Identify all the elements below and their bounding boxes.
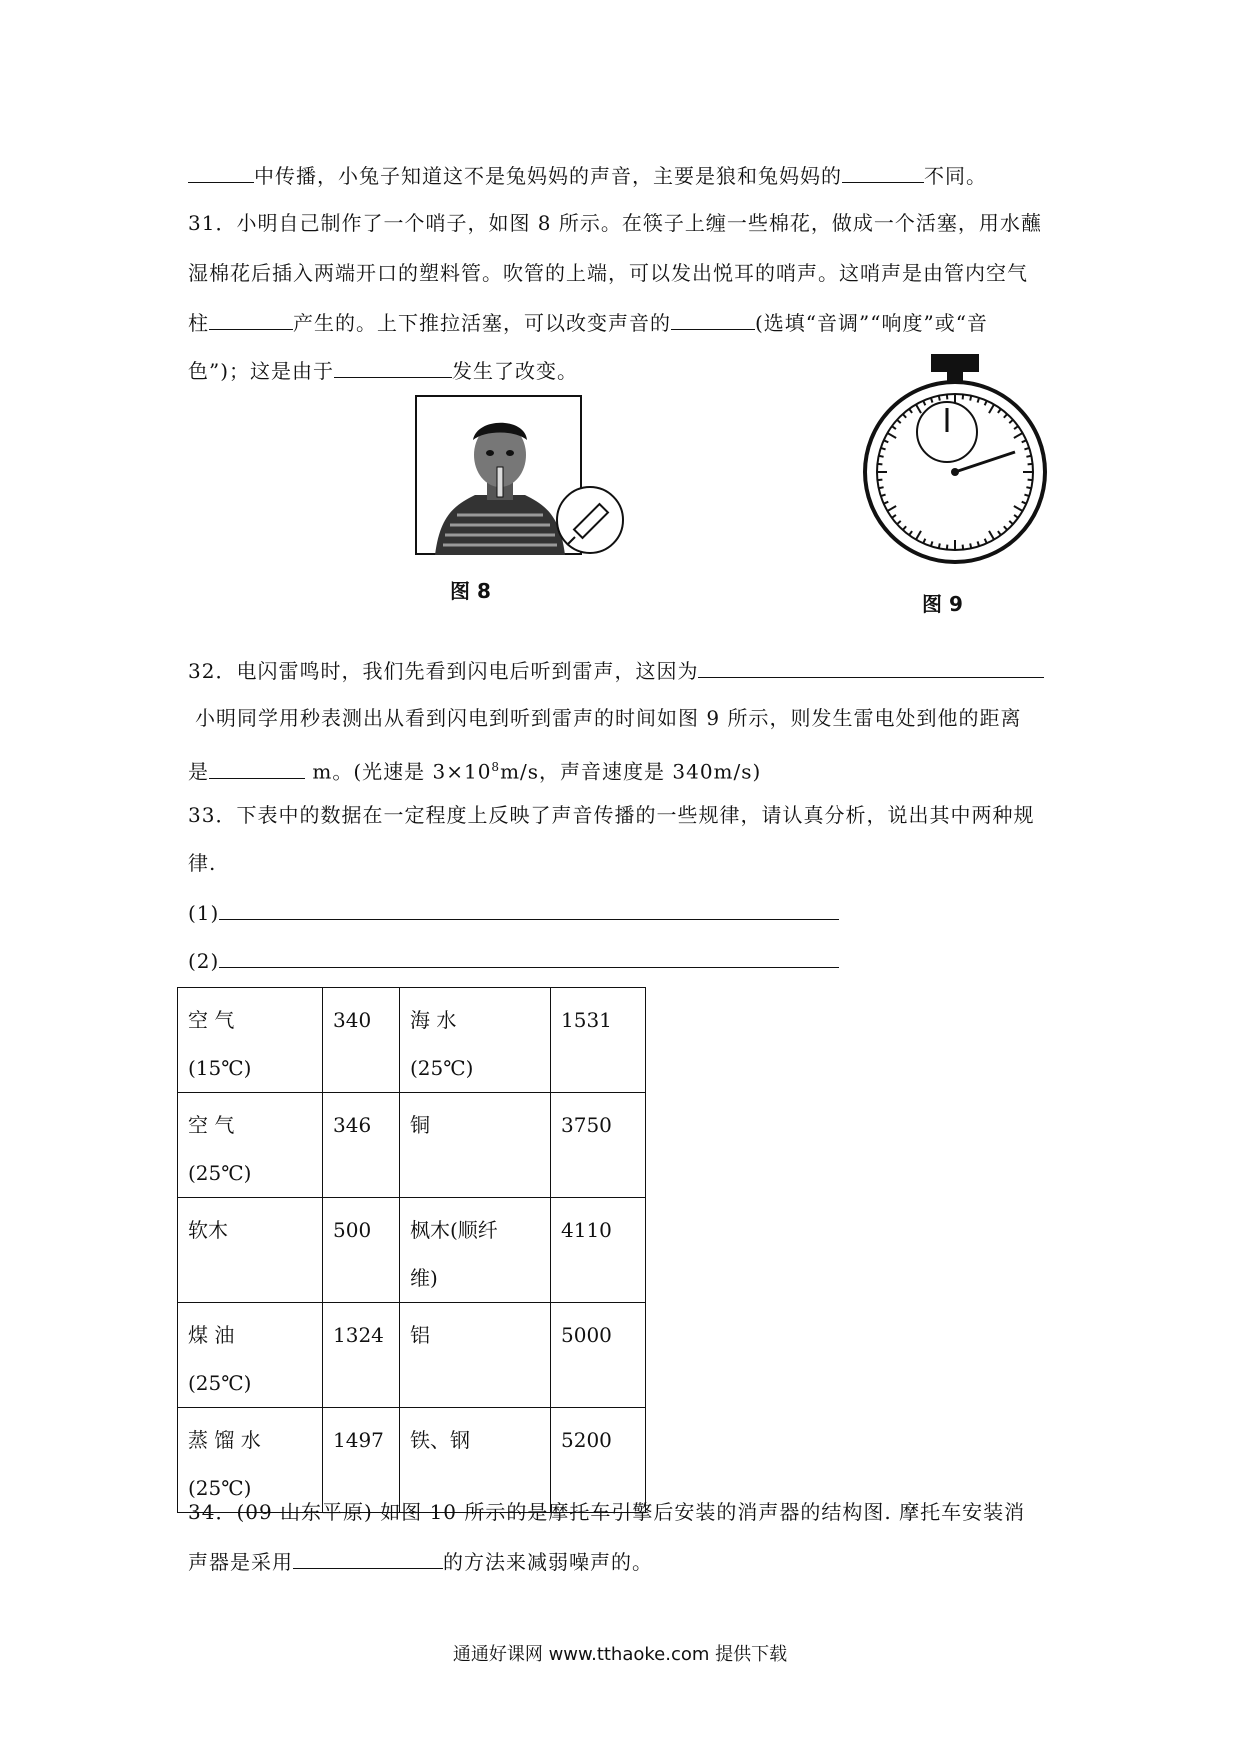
answer-blank [209, 307, 293, 330]
table-cell [551, 1198, 646, 1303]
cell-text: 3750 [561, 1113, 612, 1137]
table-row [178, 1093, 646, 1198]
answer-blank [334, 355, 452, 378]
q31-line-4: 色”)；这是由于 发生了改变。 [188, 355, 578, 386]
cell-text: 铁、钢 [410, 1428, 470, 1452]
figure-9-stopwatch [855, 352, 1055, 567]
dial-tick [970, 396, 971, 401]
figure-9-caption: 图 9 [922, 592, 963, 616]
dial-tick [947, 545, 948, 550]
table-cell [178, 1303, 323, 1408]
table-cell [323, 1303, 400, 1408]
q32-line-2: 小明同学用秒表测出从看到闪电到听到雷声的时间如图 9 所示，则发生雷电处到他的距离 [195, 706, 1022, 730]
cell-text: 煤 油 [188, 1323, 235, 1347]
answer-line [219, 945, 839, 968]
table-cell [400, 1198, 551, 1303]
page-footer: 通通好课网 www.tthaoke.com 提供下载 [452, 1644, 788, 1665]
q33-answer-1: (1) [188, 897, 839, 928]
q32-line-1: 32．电闪雷鸣时，我们先看到闪电后听到雷声，这因为 [188, 655, 1044, 686]
q34-line-1: 34．(09 山东平原) 如图 10 所示的是摩托车引擎后安装的消声器的结构图. 摩托车安装消 [188, 1500, 1026, 1524]
dial-tick [877, 464, 882, 465]
table-row [178, 988, 646, 1093]
answer-blank [671, 307, 755, 330]
table-cell [400, 1303, 551, 1408]
cell-text: 空 气 [188, 1008, 235, 1032]
table-cell [178, 1093, 323, 1198]
cell-text: 1531 [561, 1008, 612, 1032]
dial-tick [1028, 480, 1033, 481]
dial-tick [1026, 456, 1031, 457]
dial-tick [963, 394, 964, 399]
table-cell [551, 988, 646, 1093]
table-cell [323, 1198, 400, 1303]
cell-text: 1324 [333, 1323, 384, 1347]
cell-text: (25℃) [188, 1476, 252, 1500]
cell-text: 海 水 [410, 1008, 457, 1032]
table-cell [551, 1093, 646, 1198]
table-cell [178, 988, 323, 1093]
table-cell [400, 1093, 551, 1198]
q31-line-2: 湿棉花后插入两端开口的塑料管。吹管的上端，可以发出悦耳的哨声。这哨声是由管内空气 [188, 261, 1028, 285]
answer-blank [188, 160, 254, 183]
q33-line-2: 律. [188, 851, 217, 875]
cell-text: 枫木(顺纤 [410, 1218, 498, 1242]
dial-tick [877, 480, 882, 481]
figure-8-illustration [415, 395, 635, 565]
cell-text: 5200 [561, 1428, 612, 1452]
q34-line-2: 声器是采用 的方法来减弱噪声的。 [188, 1546, 653, 1577]
cell-text: (25℃) [410, 1056, 474, 1080]
sound-speed-table [177, 987, 646, 1513]
table-cell [178, 1198, 323, 1303]
q30-line: 中传播，小兔子知道这不是兔妈妈的声音，主要是狼和兔妈妈的 不同。 [188, 160, 987, 191]
table-cell [323, 988, 400, 1093]
cell-text: 铝 [410, 1323, 430, 1347]
cell-text: 500 [333, 1218, 372, 1242]
cell-text: 软木 [188, 1218, 228, 1242]
table-row [178, 1303, 646, 1408]
table-cell [551, 1303, 646, 1408]
dial-tick [947, 394, 948, 399]
dial-tick [963, 545, 964, 550]
dial-tick [939, 396, 940, 401]
q32-line-3: 是 m。(光速是 $3\times 10^8m/s$，声音速度是 340m/s) [188, 752, 761, 787]
cell-text: 1497 [333, 1428, 384, 1452]
table-cell [400, 988, 551, 1093]
cell-text: 蒸 馏 水 [188, 1428, 261, 1452]
cell-text: 5000 [561, 1323, 612, 1347]
dial-tick [879, 456, 884, 457]
answer-line [219, 897, 839, 920]
cell-text: 346 [333, 1113, 372, 1137]
q31-line-3: 柱 产生的。上下推拉活塞，可以改变声音的 (选填“音调”“响度”或“音 [188, 307, 988, 338]
dial-tick [970, 543, 971, 548]
answer-blank [293, 1546, 443, 1569]
table-cell [323, 1093, 400, 1198]
dial-tick [939, 543, 940, 548]
cell-text: 4110 [561, 1218, 612, 1242]
dial-tick [879, 487, 884, 488]
answer-blank [209, 756, 305, 779]
q31-line-1: 31．小明自己制作了一个哨子，如图 8 所示。在筷子上缠一些棉花，做成一个活塞，用水蘸 [188, 211, 1042, 235]
answer-blank [842, 160, 924, 183]
table-row [178, 1198, 646, 1303]
cell-text: (25℃) [188, 1161, 252, 1185]
cell-text: 空 气 [188, 1113, 235, 1137]
cell-text: 维) [410, 1266, 438, 1290]
figure-8-caption: 图 8 [450, 579, 491, 603]
cell-text: 340 [333, 1008, 372, 1032]
q33-line-1: 33．下表中的数据在一定程度上反映了声音传播的一些规律，请认真分析，说出其中两种规 [188, 803, 1035, 827]
dial-tick [1026, 487, 1031, 488]
cell-text: (25℃) [188, 1371, 252, 1395]
cell-text: (15℃) [188, 1056, 252, 1080]
answer-blank [698, 655, 1044, 678]
cell-text: 铜 [410, 1113, 430, 1137]
q33-answer-2: (2) [188, 945, 839, 976]
dial-tick [1028, 464, 1033, 465]
